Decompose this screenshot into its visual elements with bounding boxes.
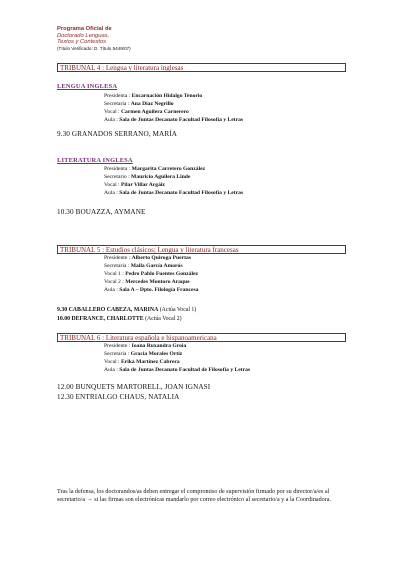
tribunal-6-heading-box [57,333,346,342]
slot-note: (Actúa Vocal 2) [145,315,182,322]
member-role: Vocal 1 : [104,271,124,278]
member-name: Sala de Juntas Decanato Facultad Filosofía y Letras [119,117,244,124]
member-row [104,350,250,358]
member-role: Presidente : [104,255,131,261]
member-role: Presidenta : [104,166,131,172]
tribunal-4-heading-box [57,63,346,72]
footer-note: Tras la defensa, los doctorandos/as deben entregar el compromiso de supervisión firmado por su director/a/es al secretario/a → si las firmas son electrónicas mandarlo por correo electrónico al secretario/a y a la Coordinadora. [57,489,331,503]
header-line-1: Programa Oficial de [57,26,112,32]
member-role: Secretario : [104,174,130,181]
member-row [104,165,243,173]
slot-bunquets: 12.00 BUNQUETS MARTORELL, JOAN IGNASI [57,383,211,391]
member-role: Vocal : [104,359,120,366]
member-row [104,286,198,294]
member-row [104,342,250,350]
member-role: Aula : [104,190,118,197]
member-row [104,100,243,108]
member-row [104,181,243,189]
slot-row [57,306,196,315]
program-header [57,26,131,52]
member-name: Mauricio Aguilera Linde [131,174,191,181]
tribunal-5-slots [57,306,196,323]
member-role: Aula : [104,117,118,124]
member-row [104,173,243,181]
member-row [104,278,198,286]
tribunal-6-slots [57,382,210,402]
tribunal-5-heading: TRIBUNAL 5 : Estudios clásicos; Lengua y literatura francesas [60,246,239,254]
lengua-inglesa-members [104,92,243,124]
tribunal-5-members [104,254,198,294]
header-line-3: Textos y Contextos [57,39,107,46]
member-name: Sala de Juntas Decanato Facultad Filosofía y Letras [119,190,244,197]
header-line-2: Doctorado Lenguas, [57,32,110,39]
member-role: Vocal : [104,182,120,189]
member-name: Alberto Quiroga Puertas [131,255,191,261]
member-name: Encarnación Hidalgo Tenorio [131,93,203,99]
slot-note: (Actúa Vocal 1) [159,307,197,313]
member-name: Mercedes Montoro Araque [125,279,190,286]
member-role: Aula : [104,287,118,294]
member-role: Aula : [104,367,118,374]
member-row [104,358,250,366]
tribunal-6-members [104,342,250,374]
member-name: Maila García Amorós [130,263,183,270]
member-name: Ana Díaz Negrillo [130,101,174,108]
member-role: Presidenta : [104,93,131,99]
member-role: Secretaria : [104,101,130,108]
member-role: Vocal 2 : [104,279,124,286]
section-title-literatura-inglesa: LITERATURA INGLESA [57,157,133,164]
member-row [104,92,243,100]
header-line-4: (Título Verificado: D. Título 5449/07) [57,45,131,51]
member-name: Margarita Carretero González [131,166,206,172]
member-name: Gracia Morales Ortiz [130,351,183,358]
member-name: Pedro Pablo Fuentes González [125,271,198,278]
member-row [104,108,243,116]
member-name: Pilar Villar Argáiz [121,182,165,189]
slot-granados: 9.30 GRANADOS SERRANO, MARÍA [57,130,178,138]
slot-bouazza: 10.30 BOUAZZA, AYMANE [57,208,146,216]
member-row [104,254,198,262]
member-row [104,270,198,278]
member-role: Presidente : [104,343,131,349]
member-name: Ioana Ruxandra Groia [131,343,187,349]
member-name: Sala de Juntas Decanato Facultad de Filosofía y Letras [119,367,251,374]
slot-time-name: 9.30 CABALLERO CABEZA, MARINA [57,307,159,313]
member-role: Secretaria : [104,351,130,358]
member-role: Vocal : [104,109,120,116]
member-row [104,366,250,374]
tribunal-5-heading-box [57,245,346,254]
member-name: Carmen Aguilera Carnerero [121,109,189,116]
tribunal-4-heading: TRIBUNAL 4 : Lengua y literatura inglesas [60,64,184,72]
tribunal-6-heading: TRIBUNAL 6 : Literatura española e hispanoamericana [60,334,217,342]
member-name: Sala A – Dpto. Filología Francesa [119,287,199,294]
member-role: Secretaria : [104,263,130,270]
member-row [104,262,198,270]
literatura-inglesa-members [104,165,243,197]
member-row [104,189,243,197]
slot-row [57,315,196,324]
slot-time-name: 10.00 DEFRANCE, CHARLOTTE [57,315,144,322]
section-title-lengua-inglesa: LENGUA INGLESA [57,83,118,90]
slot-entrialgo: 12.30 ENTRIALGO CHAUS, NATALIA [57,393,180,401]
member-row [104,116,243,124]
member-name: Erika Martínez Cabrera [121,359,180,366]
